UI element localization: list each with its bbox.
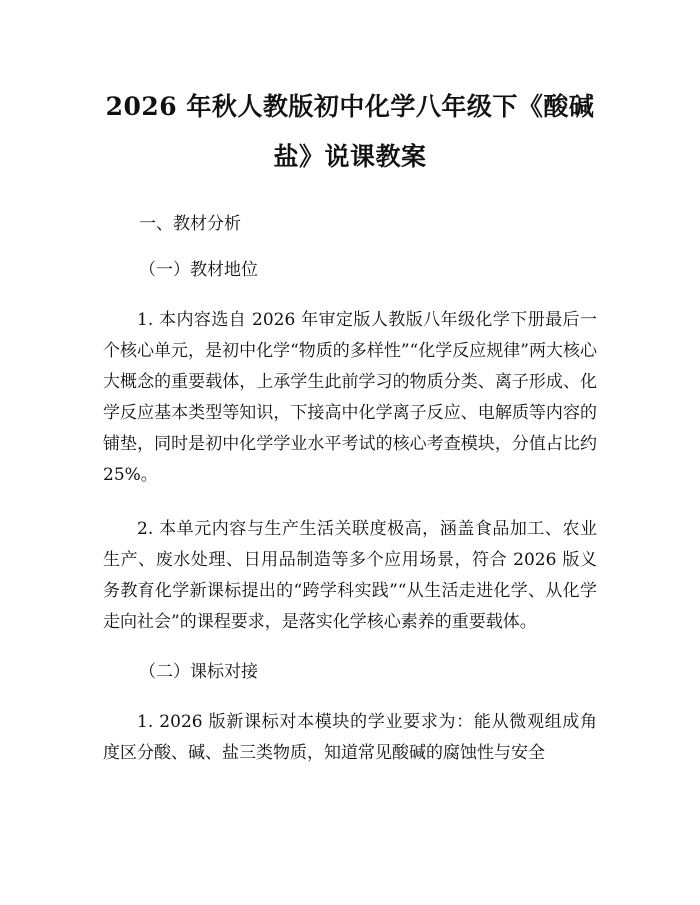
paragraph-2: 2. 本单元内容与生产生活关联度极高，涵盖食品加工、农业生产、废水处理、日用品制造等多个应用场景，符合 2026 版义务教育化学新课标提出的“跨学科实践”“从生活走进化学、从化学走向社会”的课程要求，是落实化学核心素养的重要载体。	[103, 519, 597, 632]
document-title: 2026 年秋人教版初中化学八年级下《酸碱盐》说课教案	[105, 92, 595, 171]
paragraph-1: 1. 本内容选自 2026 年审定版人教版八年级化学下册最后一个核心单元，是初中化学“物质的多样性”“化学反应规律”两大核心大概念的重要载体，上承学生此前学习的物质分类、离子形成、化学反应基本类型等知识，下接高中化学离子反应、电解质等内容的铺垫，同时是初中化学学业水平考试的核心考查模块，分值占比约 25%。	[103, 310, 597, 485]
subsection-heading-textbook-position: （一）教材地位	[139, 260, 258, 280]
section-heading-textbook-analysis: 一、教材分析	[139, 214, 241, 234]
paragraph-3: 1. 2026 版新课标对本模块的学业要求为：能从微观组成角度区分酸、碱、盐三类物质，知道常见酸碱的腐蚀性与安全	[103, 712, 597, 763]
subsection-heading-curriculum-standards: （二）课标对接	[139, 662, 258, 682]
